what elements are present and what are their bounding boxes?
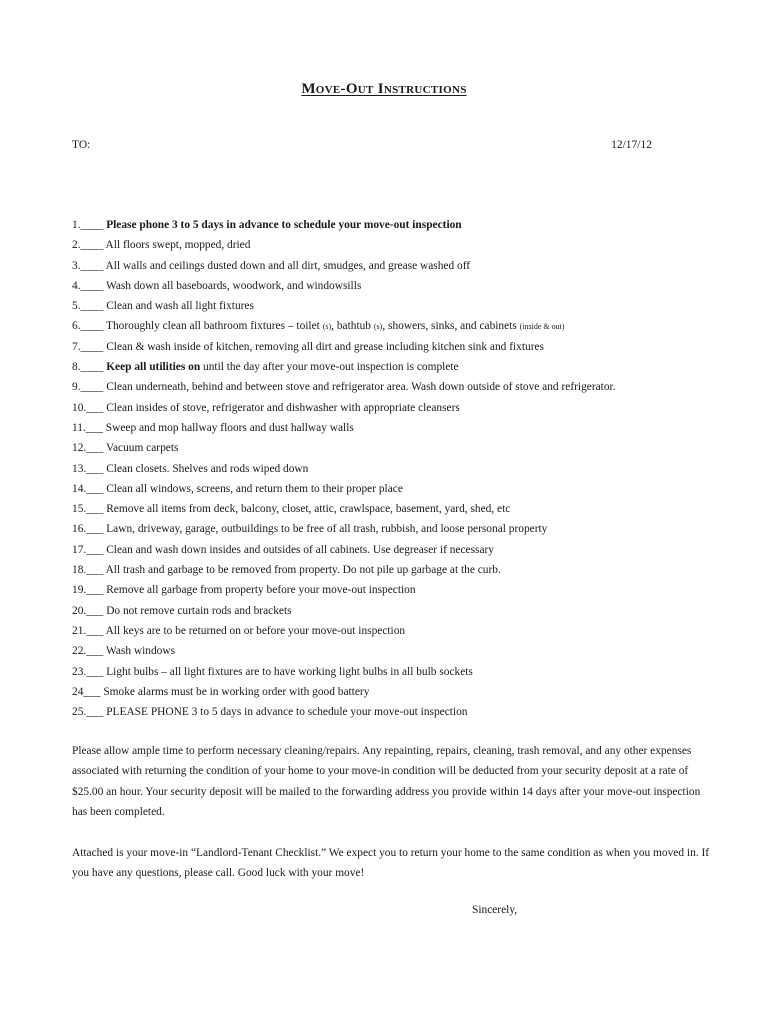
item-number: 21. [72, 624, 87, 637]
item-text: Light bulbs – all light fixtures are to have working light bulbs in all bulb sockets [106, 665, 473, 678]
item-number: 2. [72, 239, 81, 252]
checkbox-blank-line: ____ [80, 279, 104, 292]
checkbox-blank-line: ___ [86, 665, 104, 678]
item-number: 7. [72, 340, 81, 353]
item-text: All walls and ceilings dusted down and all dirt, smudges, and grease washed off [105, 259, 471, 272]
checkbox-blank-line: ___ [86, 482, 104, 495]
checkbox-blank-line: ____ [80, 320, 104, 333]
closing-salutation: Sincerely, [472, 904, 518, 916]
item-text: All keys are to be returned on or before your move-out inspection [105, 624, 406, 637]
checkbox-blank-line: ___ [86, 706, 104, 719]
checkbox-blank-line: ___ [86, 442, 104, 455]
checklist-item [72, 337, 712, 357]
item-bold-text: Keep all utilities on [106, 361, 201, 374]
item-number: 24 [72, 685, 84, 698]
item-text: Thoroughly clean all bathroom fixtures – toilet [105, 320, 320, 333]
item-number: 5. [72, 300, 81, 313]
item-number: 16. [72, 523, 87, 536]
item-text: Wash down all baseboards, woodwork, and windowsills [105, 279, 362, 292]
checklist-item [72, 479, 712, 499]
move-out-checklist [72, 215, 712, 722]
item-text: Clean closets. Shelves and rods wiped down [106, 462, 309, 475]
checklist-item [72, 398, 712, 418]
page-title-text: Move-Out Instructions [301, 81, 467, 97]
item-text: Sweep and mop hallway floors and dust hallway walls [105, 421, 354, 434]
checklist-item [72, 560, 712, 580]
item-text: Do not remove curtain rods and brackets [106, 604, 292, 617]
item-text: Clean and wash all light fixtures [106, 300, 254, 313]
item-number: 19. [72, 584, 87, 597]
item-note-text: (s) [322, 322, 332, 332]
item-text: Clean and wash down insides and outsides of all cabinets. Use degreaser if necessary [106, 543, 495, 556]
checkbox-blank-line: ____ [80, 259, 104, 272]
item-number: 18. [72, 564, 87, 577]
document-date: 12/17/12 [611, 139, 652, 151]
item-number: 15. [72, 503, 87, 516]
item-text: PLEASE PHONE 3 to 5 days in advance to schedule your move-out inspection [106, 706, 468, 719]
item-text: All trash and garbage to be removed from property. Do not pile up garbage at the curb. [105, 564, 501, 577]
item-text: Remove all items from deck, balcony, closet, attic, crawlspace, basement, yard, shed, etc [106, 503, 511, 516]
item-number: 22. [72, 645, 87, 658]
item-number: 6. [72, 320, 81, 333]
item-number: 11. [72, 421, 86, 434]
item-number: 10. [72, 401, 87, 414]
checklist-item [72, 438, 712, 458]
checklist-item [72, 662, 712, 682]
item-number: 17. [72, 543, 87, 556]
checklist-item [72, 682, 712, 702]
item-text: until the day after your move-out inspection is complete [200, 361, 459, 374]
item-number: 1. [72, 219, 81, 231]
checklist-item [72, 316, 712, 336]
checklist-item [72, 621, 712, 641]
checkbox-blank-line: ____ [80, 381, 104, 394]
checkbox-blank-line: ____ [80, 340, 104, 353]
item-number: 13. [72, 462, 87, 475]
checklist-item [72, 499, 712, 519]
item-text: Wash windows [106, 645, 176, 658]
checklist-item [72, 641, 712, 661]
checklist-item [72, 601, 712, 621]
checklist-note-paragraph: Attached is your move-in “Landlord-Tenant Checklist.” We expect you to return your home to the same condition as when you moved in. If you have any questions, please call. Good luck with your move! [72, 847, 710, 880]
checkbox-blank-line: ____ [80, 361, 104, 374]
item-text: Vacuum carpets [106, 442, 179, 455]
item-number: 20. [72, 604, 87, 617]
checklist-item [72, 256, 712, 276]
item-text: Clean & wash inside of kitchen, removing all dirt and grease including kitchen sink and fixtures [106, 340, 544, 353]
item-number: 8. [72, 361, 81, 374]
to-label: TO: [72, 139, 91, 151]
checkbox-blank-line: ___ [86, 462, 104, 475]
checkbox-blank-line: ___ [86, 604, 104, 617]
checkbox-blank-line: ____ [80, 239, 104, 252]
item-text: Clean insides of stove, refrigerator and dishwasher with appropriate cleansers [106, 401, 460, 414]
item-text: Smoke alarms must be in working order with good battery [103, 685, 370, 698]
item-number: 12. [72, 442, 87, 455]
item-note-text: (inside & out) [519, 322, 565, 332]
checkbox-blank-line: ___ [83, 685, 101, 698]
item-number: 25. [72, 706, 87, 719]
item-text: Clean underneath, behind and between stove and refrigerator area. Wash down outside of stove and refrigerator. [106, 381, 616, 394]
checklist-item [72, 357, 712, 377]
item-number: 23. [72, 665, 87, 678]
cleaning-charges-paragraph: Please allow ample time to perform necessary cleaning/repairs. Any repainting, repairs, cleaning, trash removal, and any other expenses associated with returning the condition of your home to your move-in condition will be deducted from your security deposit at a rate of $25.00 an hour. Your security deposit will be mailed to the forwarding address you provide within 14 days after your move-out inspection has been completed. [72, 745, 701, 818]
checkbox-blank-line: ____ [80, 300, 104, 313]
checkbox-blank-line: ___ [86, 624, 104, 637]
checklist-item [72, 276, 712, 296]
item-text: All floors swept, mopped, dried [105, 239, 251, 252]
checklist-item [72, 702, 712, 722]
checkbox-blank-line: ___ [86, 401, 104, 414]
item-text: Lawn, driveway, garage, outbuildings to be free of all trash, rubbish, and loose personal property [106, 523, 548, 536]
checkbox-blank-line: ___ [86, 543, 104, 556]
checklist-item [72, 459, 712, 479]
checkbox-blank-line: ___ [85, 421, 103, 434]
checkbox-blank-line: ___ [86, 564, 104, 577]
item-bold-text: Please phone 3 to 5 days in advance to schedule your move-out inspection [106, 219, 462, 231]
item-note-text: (s) [373, 322, 383, 332]
checklist-item [72, 418, 712, 438]
item-number: 9. [72, 381, 81, 394]
item-number: 14. [72, 482, 87, 495]
item-text: , showers, sinks, and cabinets [382, 320, 517, 333]
checklist-item [72, 296, 712, 316]
checklist-item [72, 580, 712, 600]
page-title [0, 81, 768, 98]
checklist-item [72, 215, 712, 235]
checkbox-blank-line: ___ [86, 584, 104, 597]
item-text: , bathtub [331, 320, 372, 333]
checklist-item [72, 377, 712, 397]
checklist-item [72, 540, 712, 560]
item-number: 3. [72, 259, 81, 272]
checkbox-blank-line: ___ [86, 523, 104, 536]
item-text: Clean all windows, screens, and return them to their proper place [106, 482, 403, 495]
item-text: Remove all garbage from property before your move-out inspection [106, 584, 416, 597]
checklist-item [72, 235, 712, 255]
item-number: 4. [72, 279, 81, 292]
checkbox-blank-line: ____ [80, 219, 104, 231]
checklist-item [72, 519, 712, 539]
checkbox-blank-line: ___ [86, 503, 104, 516]
checkbox-blank-line: ___ [86, 645, 104, 658]
